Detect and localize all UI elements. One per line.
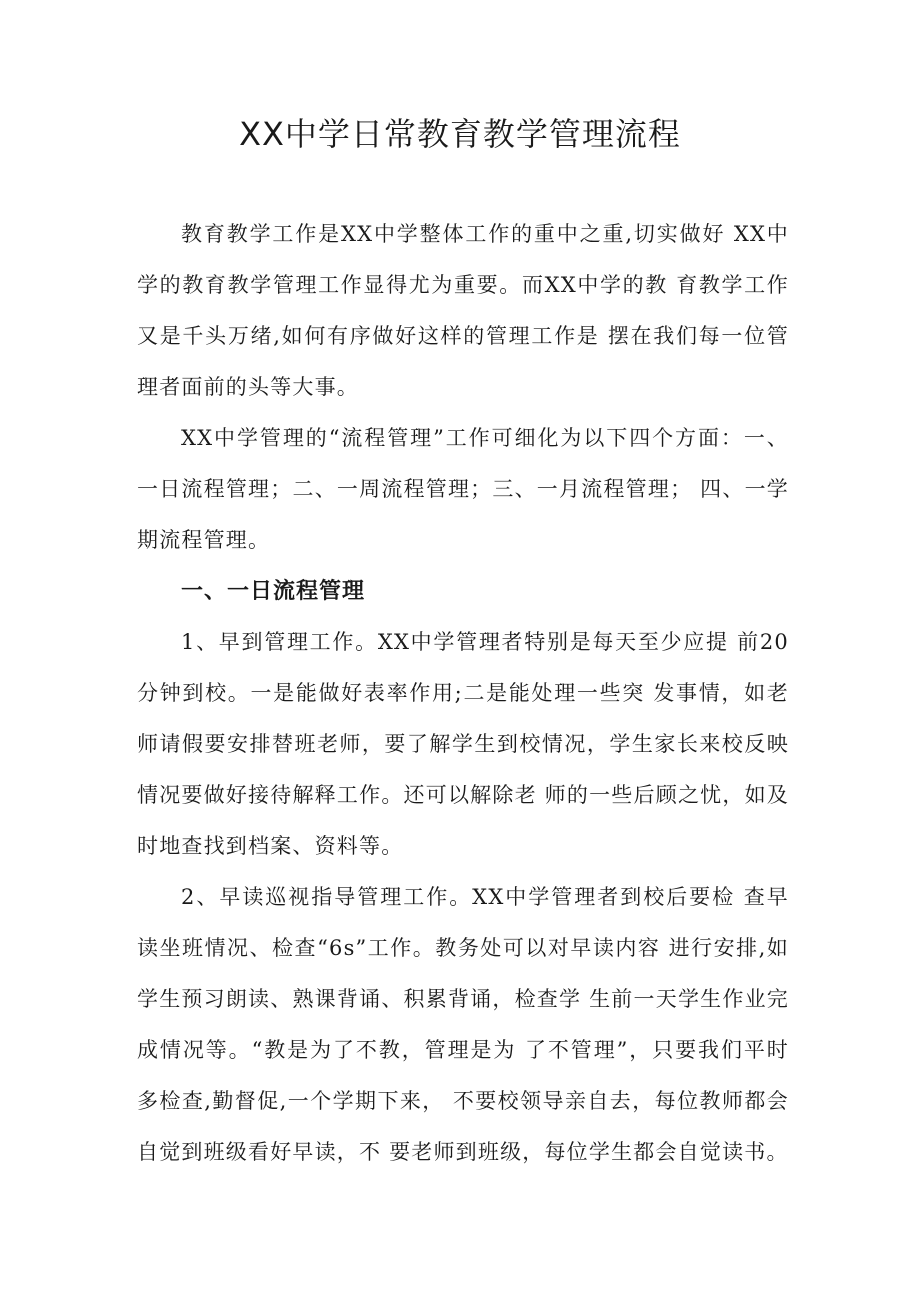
item-morning-reading-paragraph: 2、早读巡视指导管理工作。XX中学管理者到校后要检 查早读坐班情况、检查“6s”工作。教务处可以对早读内容 进行安排,如学生预习朗读、熟课背诵、积累背诵，检查学 生前一天学生作业完成情况等。“教是为了不教，管理是为 了不管理”，只要我们平时多检查,勤督促,一个学期下来， 不要校领导亲自去，每位教师都会自觉到班级看好早读，不 要老师到班级，每位学生都会自觉读书。	[137, 885, 789, 1164]
section-heading-daily: 一、一日流程管理	[181, 579, 366, 604]
intro-paragraph: 教育教学工作是XX中学整体工作的重中之重,切实做好 XX中学的教育教学管理工作显得尤为重要。而XX中学的教 育教学工作又是千头万绪,如何有序做好这样的管理工作是 摆在我们每一位管理者面前的头等大事。	[137, 222, 789, 399]
item-early-arrival-paragraph: 1、早到管理工作。XX中学管理者特别是每天至少应提 前20分钟到校。一是能做好表率作用;二是能处理一些突 发事情，如老师请假要安排替班老师，要了解学生到校情况，学生家长来校反映情况要做好接待解释工作。还可以解除老 师的一些后顾之忧，如及时地查找到档案、资料等。	[137, 630, 789, 858]
document-title: XX中学日常教育教学管理流程	[239, 115, 681, 153]
document-body	[137, 209, 789, 1178]
overview-paragraph: XX中学管理的“流程管理”工作可细化为以下四个方面：一、一日流程管理；二、一周流程管理；三、一月流程管理； 四、一学期流程管理。	[137, 426, 789, 552]
